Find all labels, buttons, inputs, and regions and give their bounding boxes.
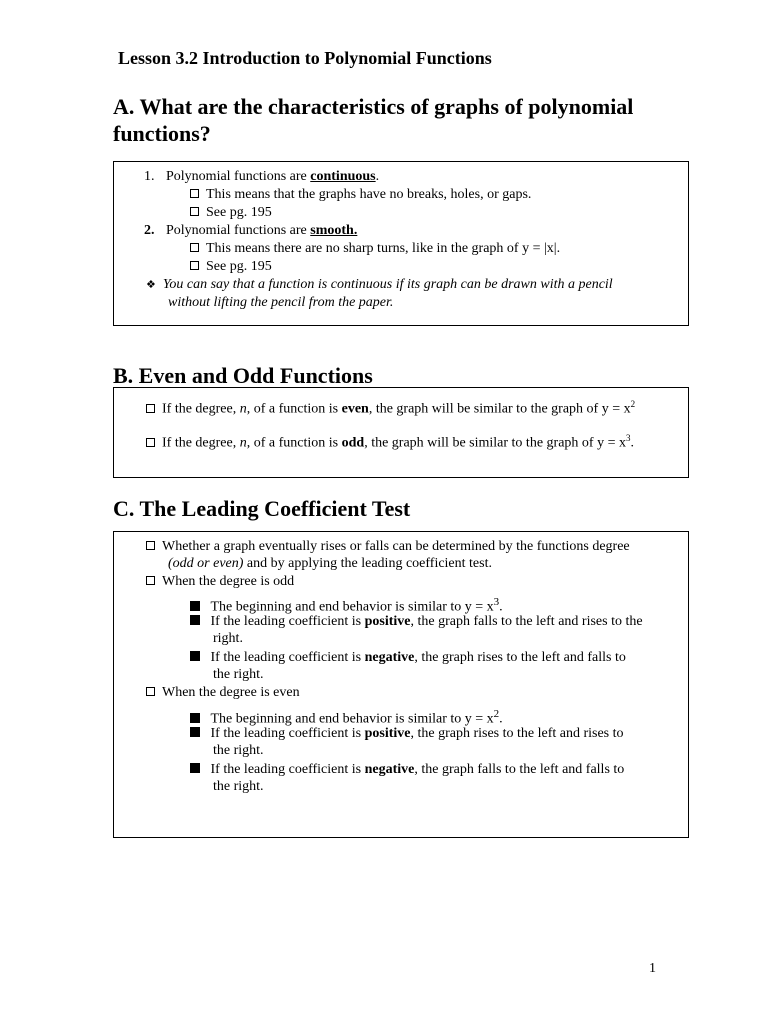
square-bullet-icon (190, 601, 200, 611)
square-bullet-icon (190, 651, 200, 661)
section-a-heading: A. What are the characteristics of graphs of polynomial functions? (113, 94, 634, 146)
even-degree-item: If the degree, n, of a function is even, the graph will be similar to the graph of $y = x^2$ (146, 396, 635, 418)
intro-item-continuation: (odd or even) and by applying the leading coefficient test. (168, 556, 492, 571)
square-bullet-icon (190, 615, 200, 625)
even-negative-continuation: the right. (213, 779, 264, 794)
even-behavior-item: The beginning and end behavior is similar to $y = x^2$. (190, 706, 503, 728)
even-positive-item: If the leading coefficient is positive, the graph rises to the left and rises to (190, 725, 624, 742)
note-continuation: without lifting the pencil from the paper. (168, 295, 394, 310)
even-degree-heading: When the degree is even (146, 684, 300, 701)
note: ❖ You can say that a function is continuous if its graph can be drawn with a pencil (146, 277, 613, 292)
checkbox-icon (146, 438, 155, 447)
item-2: 2. Polynomial functions are smooth. (144, 223, 358, 238)
checkbox-icon (190, 261, 199, 270)
section-a-box (113, 161, 689, 326)
sub-item: This means there are no sharp turns, like in the graph of y = |x|. (190, 240, 560, 257)
section-c-box (113, 531, 689, 838)
section-c-heading: C. The Leading Coefficient Test (113, 496, 411, 521)
odd-negative-continuation: the right. (213, 667, 264, 682)
item-1: 1. Polynomial functions are continuous. (144, 169, 380, 184)
checkbox-icon (146, 404, 155, 413)
square-bullet-icon (190, 713, 200, 723)
odd-degree-heading: When the degree is odd (146, 573, 294, 590)
odd-degree-item: If the degree, n, of a function is odd, the graph will be similar to the graph of $y = x^3$. (146, 430, 634, 452)
section-b-heading: B. Even and Odd Functions (113, 363, 373, 388)
checkbox-icon (146, 687, 155, 696)
intro-item: Whether a graph eventually rises or falls can be determined by the functions degree (146, 538, 630, 555)
odd-behavior-item: The beginning and end behavior is similar to $y = x^3$. (190, 594, 503, 616)
odd-positive-continuation: right. (213, 631, 243, 646)
checkbox-icon (146, 541, 155, 550)
continuous-term: continuous (310, 169, 376, 184)
even-negative-item: If the leading coefficient is negative, the graph falls to the left and falls to (190, 761, 624, 778)
page-number: 1 (649, 961, 656, 976)
section-b-box (113, 387, 689, 478)
even-positive-continuation: the right. (213, 743, 264, 758)
odd-positive-item: If the leading coefficient is positive, the graph falls to the left and rises to the (190, 613, 643, 630)
checkbox-icon (190, 243, 199, 252)
diamond-bullet-icon: ❖ (146, 278, 156, 291)
square-bullet-icon (190, 727, 200, 737)
sub-item: See pg. 195 (190, 204, 272, 221)
checkbox-icon (190, 207, 199, 216)
smooth-term: smooth. (310, 223, 358, 238)
checkbox-icon (146, 576, 155, 585)
sub-item: See pg. 195 (190, 258, 272, 275)
checkbox-icon (190, 189, 199, 198)
lesson-title: Lesson 3.2 Introduction to Polynomial Functions (118, 48, 492, 68)
square-bullet-icon (190, 763, 200, 773)
odd-negative-item: If the leading coefficient is negative, the graph rises to the left and falls to (190, 649, 626, 666)
sub-item: This means that the graphs have no breaks, holes, or gaps. (190, 186, 531, 203)
